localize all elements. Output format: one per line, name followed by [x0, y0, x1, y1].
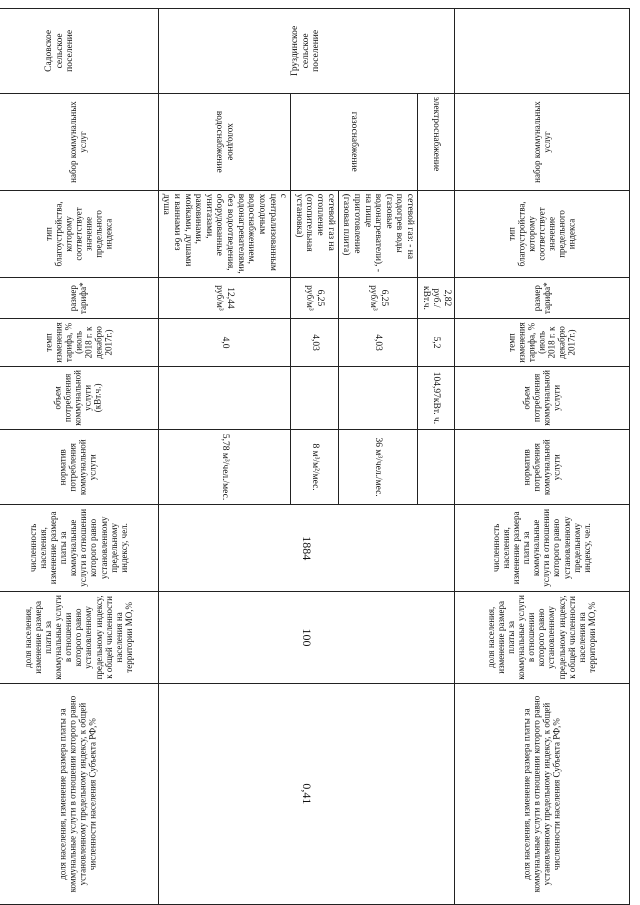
water-norm: 5,78 м³/чел./мес.	[158, 429, 291, 505]
sadovsk-hdr-share-subj: доля населения, изменение размера платы за коммунальные услуги в отношении которого равно установленному предельному индексу, к общей численности населения Субъекта РФ,%	[0, 683, 158, 904]
gas2-norm: 8 м³/м²/мес.	[291, 429, 339, 505]
gas1-norm: 36 м³/чел./мес.	[338, 429, 417, 505]
hdr-population: численность населения, изменение размера платы за коммунальные услуги в отношении которого равно установленному предельному индексу, чел.	[455, 505, 630, 592]
gas2-amenity: сетевой газ на отопление (отопительная установка)	[291, 190, 339, 277]
gas2-tariff: 6,25 руб/м³	[291, 277, 339, 318]
hdr-share-mo: доля населения, изменение размера платы за коммунальные услуги в отношении которого равно установленному предельному индексу, к общей численности населения на территории МО,%	[455, 592, 630, 684]
gas1-tariff: 6,25 руб/м³	[338, 277, 417, 318]
gas1-amenity: сетевой газ: - на подогрев воды (газовые водонагреватели), - на пище приготовление (газовая плита)	[338, 190, 417, 277]
water-rate: 4,0	[158, 319, 291, 367]
gas1-volume	[338, 367, 417, 430]
gas-service: газоснабжение	[291, 93, 418, 190]
water-volume	[158, 367, 291, 430]
hdr-services: набор коммунальных услуг	[455, 93, 630, 190]
gas2-volume	[291, 367, 339, 430]
sadovsk-hdr-tariff: размер тарифа*	[0, 277, 158, 318]
sadovsk-hdr-share-mo: доля населения, изменение размера платы за коммунальные услуги в отношении которого равно установленному предельному индексу, к общей численности населения на территории МО,%	[0, 592, 158, 684]
hdr-volume: объем потребления коммунальной услуги	[455, 367, 630, 430]
gruzdinsk-share-mo: 100	[158, 592, 454, 684]
sadovsk-hdr-norm: норматив потребления коммунальной услуги	[0, 429, 158, 505]
gruzdinsk-name: Груздинское сельское поселение	[158, 9, 454, 94]
water-tariff: 12,44 руб/м³	[158, 277, 291, 318]
hdr-norm: норматив потребления коммунальной услуги	[455, 429, 630, 505]
elec-rate: 5,2	[418, 319, 455, 367]
hdr-settlement	[455, 9, 630, 94]
sadovsk-hdr-services: набор коммунальных услуг	[0, 93, 158, 190]
header-row	[455, 9, 630, 905]
elec-amenity	[418, 190, 455, 277]
water-amenity: с централизованным холодным водоснабжением, водонагревателями, без водоотведения, оборудованные унитазами, раковинами, мойками, душами и ваннами без душа	[158, 190, 291, 277]
water-service: холодное водоснабжение	[158, 93, 291, 190]
hdr-share-subj: доля населения, изменение размера платы за коммунальные услуги в отношении которого равно установленному предельному индексу, к общей численности населения Субъекта РФ,%	[455, 683, 630, 904]
elec-norm	[418, 429, 455, 505]
gruzdinsk-population: 1884	[158, 505, 454, 592]
hdr-amenity: тип благоустройства, которому соответствует значение предельного индекса	[455, 190, 630, 277]
sadovsk-header-row	[0, 9, 158, 905]
sadovsk-hdr-volume: объем потребления коммунальной услуги (кВт.ч.)	[0, 367, 158, 430]
sadovsk-hdr-amenity: тип благоустройства, которому соответствует значение предельного индекса	[0, 190, 158, 277]
elec-service: электроснабжение	[418, 93, 455, 190]
hdr-rate: темп изменения тарифа, % (июль 2018 г. к декабрю 2017г.)	[455, 319, 630, 367]
gas2-rate: 4,03	[291, 319, 339, 367]
sadovsk-hdr-rate: темп изменения тарифа, % (июль 2018 г. к декабрю 2017г.)	[0, 319, 158, 367]
elec-tariff: 2,82 руб./кВт.ч.	[418, 277, 455, 318]
tariff-table	[0, 8, 630, 905]
hdr-tariff: размер тарифа*	[455, 277, 630, 318]
sadovsk-hdr-population: численность населения, изменение размера платы за коммунальные услуги в отношении которого равно установленному предельному индексу, чел.	[0, 505, 158, 592]
elec-volume: 104,97кВт. ч.	[418, 367, 455, 430]
gruzdinsk-row-elec	[418, 9, 455, 905]
gruzdinsk-share-subj: 0,41	[158, 683, 454, 904]
sadovsk-name: Садовское сельское поселение	[0, 9, 158, 94]
gas1-rate: 4,03	[338, 319, 417, 367]
